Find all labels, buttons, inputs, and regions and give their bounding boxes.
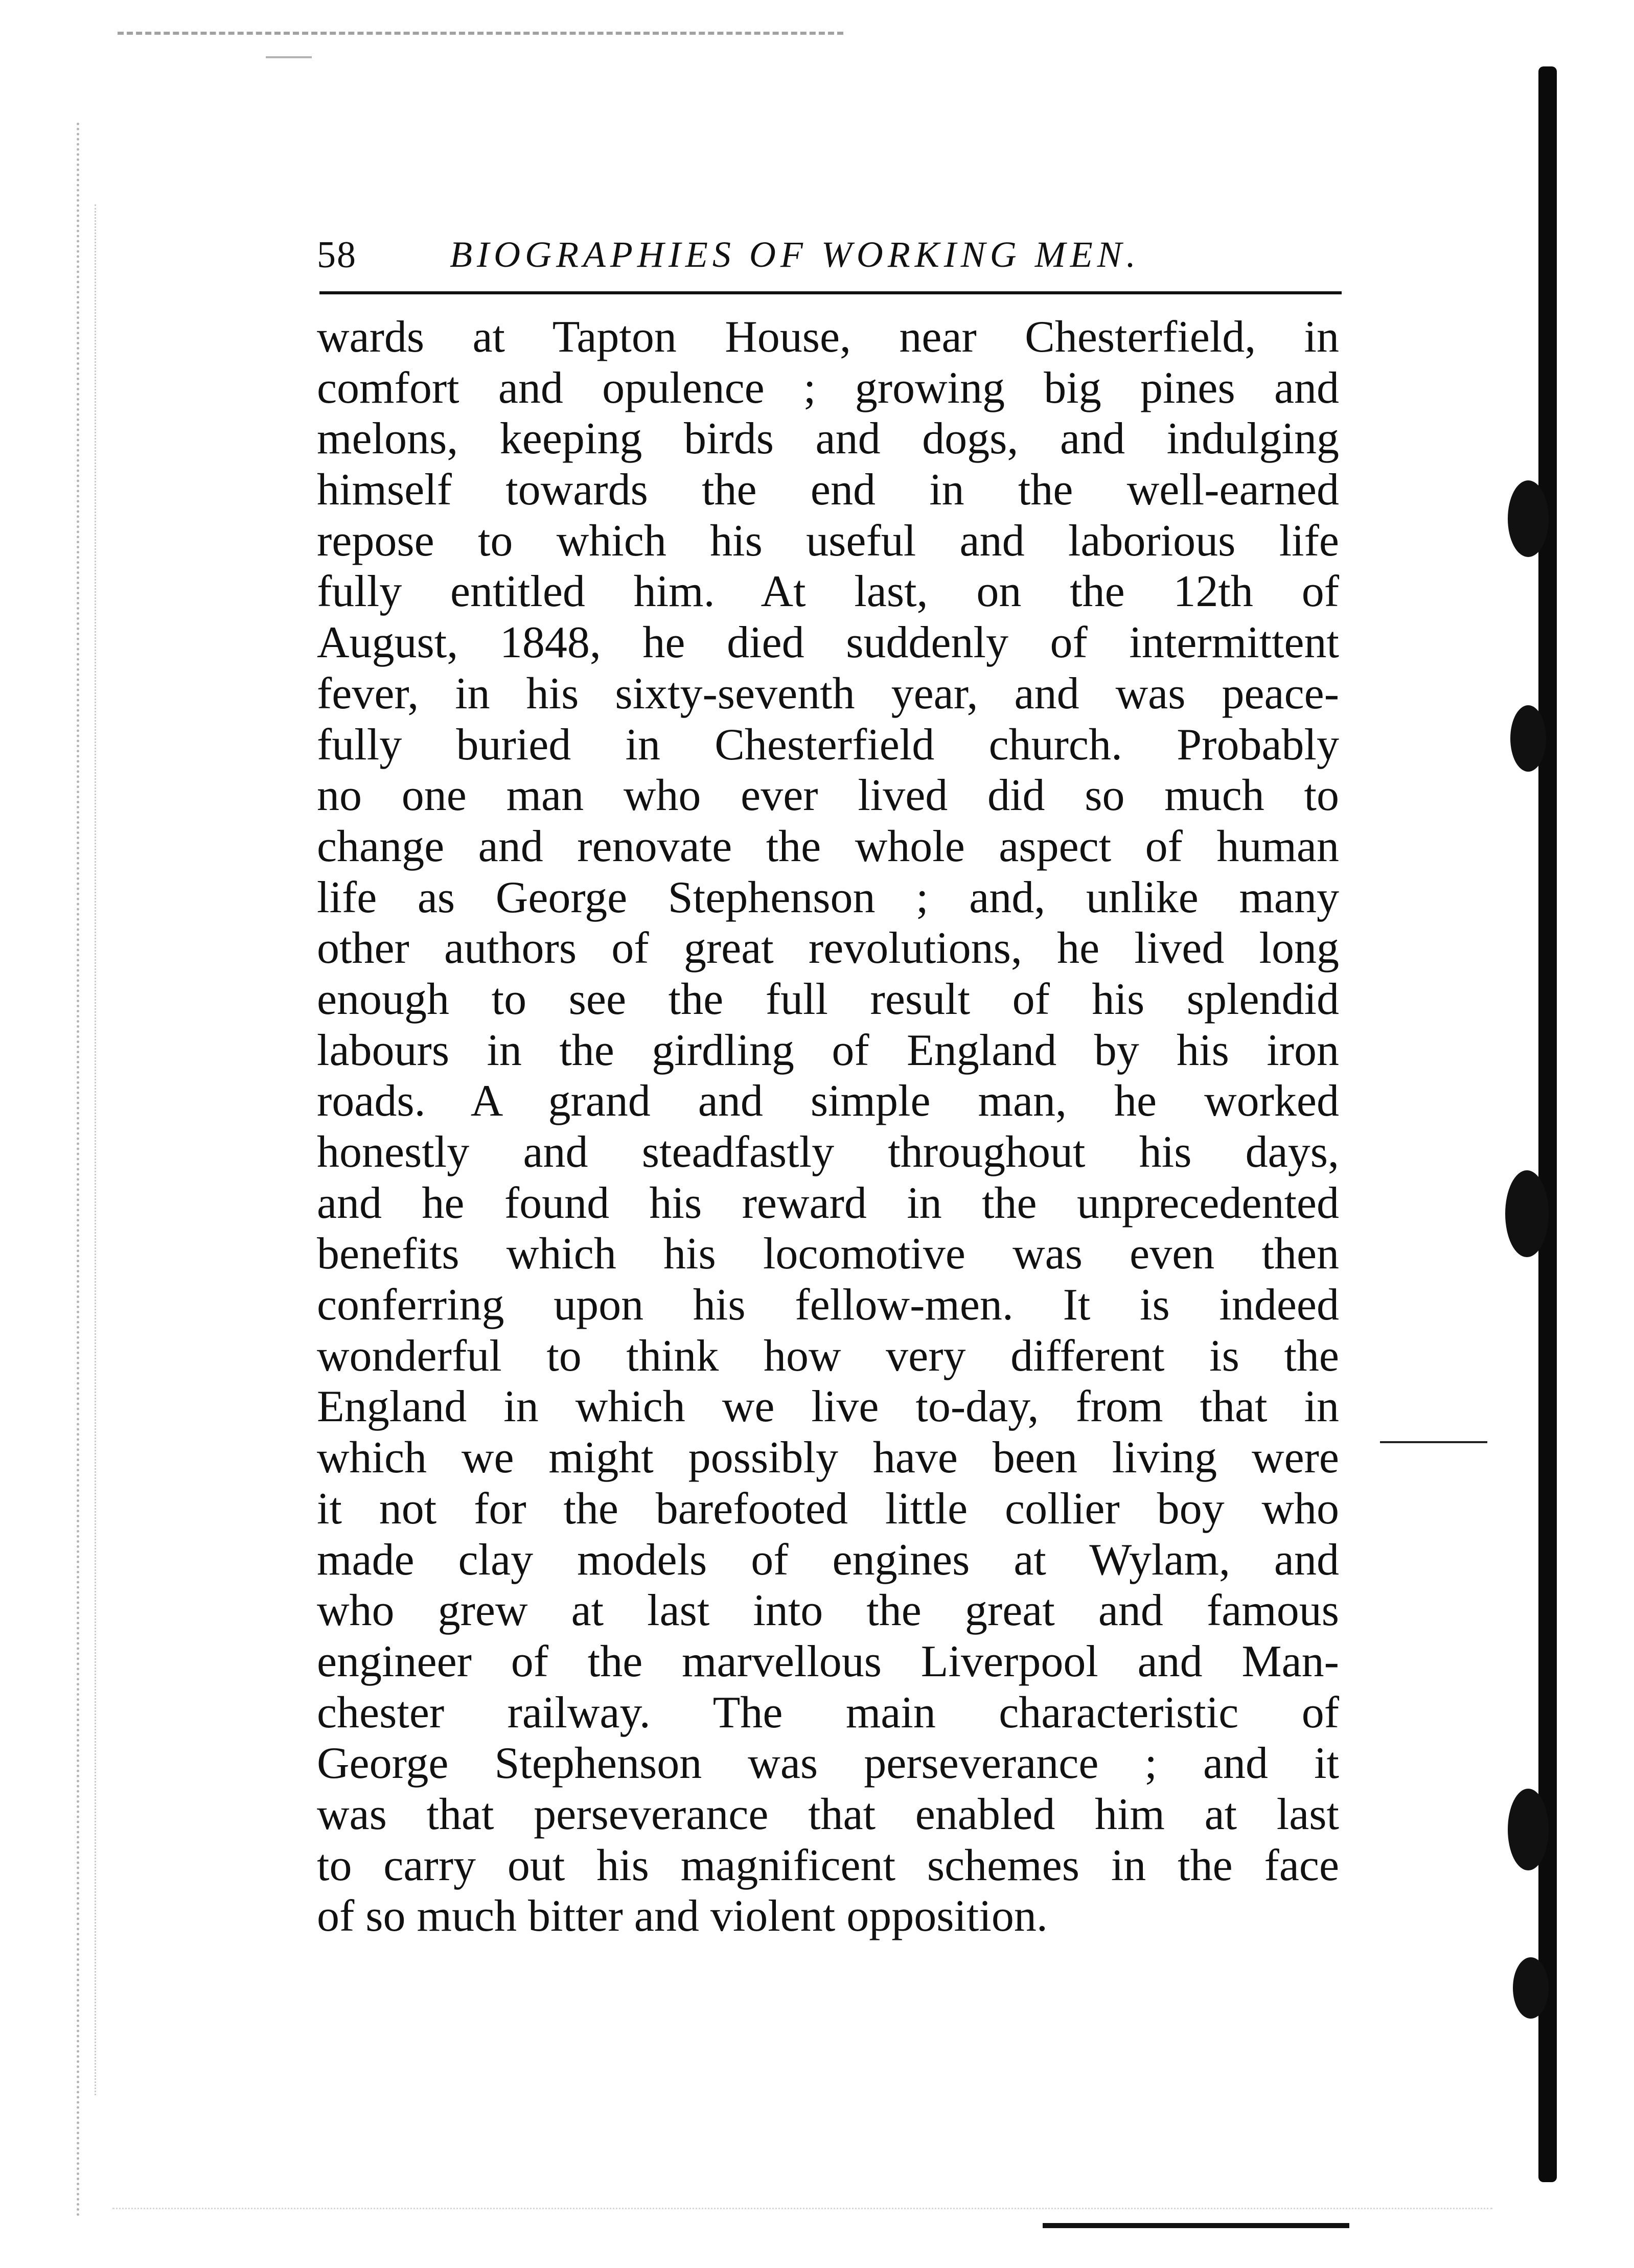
text-line: chester railway. The main characteristic of: [317, 1687, 1339, 1738]
scan-artifact-bottom: [112, 2208, 1492, 2211]
text-line: conferring upon his fellow-men. It is indeed: [317, 1280, 1339, 1330]
text-line: enough to see the full result of his splendid: [317, 974, 1339, 1024]
text-line: England in which we live to-day, from that in: [317, 1382, 1339, 1432]
text-line: change and renovate the whole aspect of human: [317, 821, 1339, 871]
scan-artifact-blot: [1508, 1789, 1549, 1870]
text-line: himself towards the end in the well-earned: [317, 465, 1339, 515]
text-line: honestly and steadfastly throughout his days,: [317, 1127, 1339, 1177]
scan-artifact-top: [118, 32, 843, 44]
scan-artifact-right-binding: [1538, 66, 1557, 2182]
text-line: was that perseverance that enabled him at last: [317, 1789, 1339, 1839]
text-line: engineer of the marvellous Liverpool and Man-: [317, 1636, 1339, 1686]
scan-artifact-left-edge-inner: [95, 204, 111, 2095]
text-line: repose to which his useful and laborious life: [317, 516, 1339, 566]
text-line: fully entitled him. At last, on the 12th of: [317, 567, 1339, 617]
text-line: wards at Tapton House, near Chesterfield, in: [317, 312, 1339, 362]
text-line: George Stephenson was perseverance ; and it: [317, 1739, 1339, 1789]
text-line: benefits which his locomotive was even then: [317, 1229, 1339, 1279]
text-line: who grew at last into the great and famous: [317, 1586, 1339, 1636]
text-line: roads. A grand and simple man, he worked: [317, 1076, 1339, 1126]
scan-artifact-blot: [1510, 705, 1546, 772]
text-line: August, 1848, he died suddenly of intermittent: [317, 618, 1339, 668]
page-number: 58: [317, 234, 357, 276]
text-line: of so much bitter and violent opposition.: [317, 1891, 1048, 1941]
text-line: melons, keeping birds and dogs, and indulging: [317, 414, 1339, 464]
body-text: [317, 312, 1339, 1942]
text-line: it not for the barefooted little collier boy who: [317, 1484, 1339, 1534]
header-rule: [319, 291, 1342, 294]
scan-artifact-line: [1380, 1441, 1487, 1443]
text-line: life as George Stephenson ; and, unlike many: [317, 872, 1339, 922]
text-line: to carry out his magnificent schemes in the face: [317, 1840, 1339, 1890]
text-line: made clay models of engines at Wylam, and: [317, 1535, 1339, 1585]
scan-artifact-blot: [1508, 480, 1549, 557]
page-header: [317, 227, 1339, 284]
text-line: fever, in his sixty-seventh year, and was peace-: [317, 668, 1339, 719]
text-line: wonderful to think how very different is the: [317, 1331, 1339, 1381]
text-line: and he found his reward in the unprecedented: [317, 1178, 1339, 1228]
text-line: other authors of great revolutions, he lived long: [317, 923, 1339, 974]
text-line: comfort and opulence ; growing big pines and: [317, 363, 1339, 413]
scan-artifact-blot: [1513, 1957, 1549, 2019]
text-line: which we might possibly have been living were: [317, 1433, 1339, 1483]
text-line: fully buried in Chesterfield church. Probably: [317, 720, 1339, 770]
scan-artifact-top-mark: [266, 56, 312, 58]
text-line: no one man who ever lived did so much to: [317, 771, 1339, 821]
text-line: labours in the girdling of England by his iron: [317, 1025, 1339, 1075]
running-head: BIOGRAPHIES OF WORKING MEN.: [450, 234, 1140, 275]
scan-artifact-blot: [1505, 1170, 1549, 1257]
scan-artifact-bottom-rule: [1043, 2223, 1349, 2228]
